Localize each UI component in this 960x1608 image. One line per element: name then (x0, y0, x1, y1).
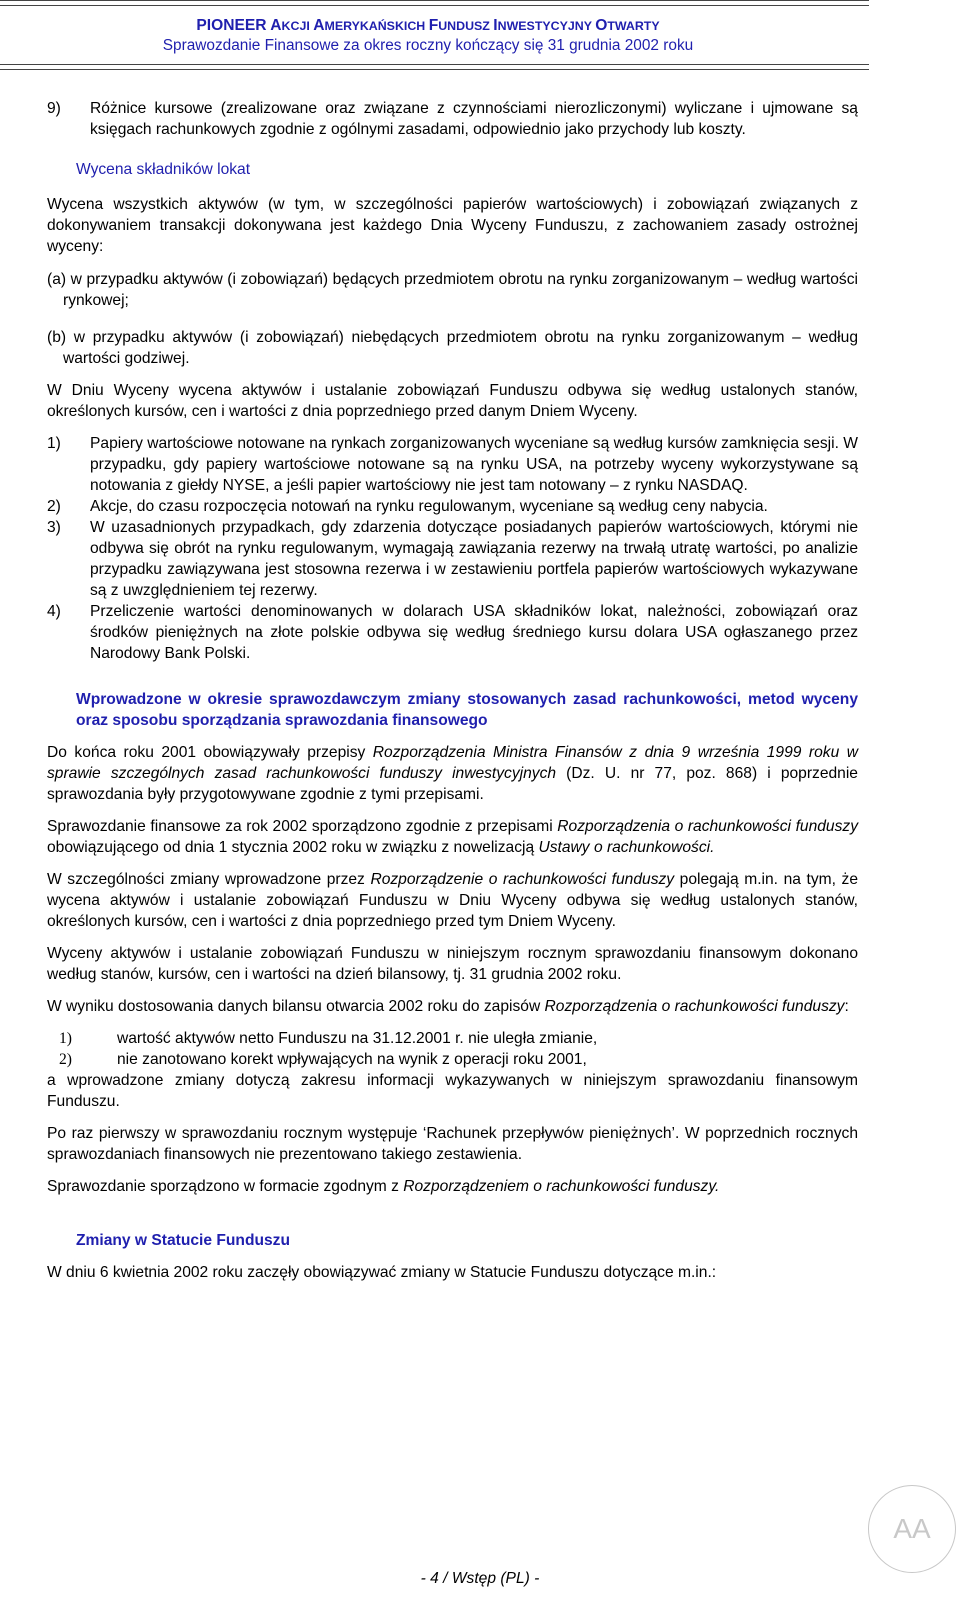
list-item: 4) Przeliczenie wartości denominowanych w dolarach USA składników lokat, należności, zobowiązań oraz środków pieniężnych na złote polskie odbywa się według średniego kursu dolara USA ogłaszanego przez Narodowy Bank Polski. (47, 602, 858, 662)
list-item: 1) wartość aktywów netto Funduszu na 31.12.2001 r. nie uległa zmianie, (59, 1029, 598, 1047)
policy-paragraph-4: Wyceny aktywów i ustalanie zobowiązań Funduszu w niniejszym rocznym sprawozdaniu finansowym dokonano według stanów, kursów, cen i wartości na dzień bilansowy, tj. 31 grudnia 2002 roku. (47, 944, 858, 983)
watermark-seal (868, 1485, 956, 1573)
heading-valuation: Wycena składników lokat (76, 161, 251, 178)
policy-paragraph-1: Do końca roku 2001 obowiązywały przepisy Rozporządzenia Ministra Finansów z dnia 9 września 1999 roku w sprawie szczególnych zasad rachunkowości funduszy inwestycyjnych (Dz. U. nr 77, poz. 868) i poprzednie sprawozdania były przygotowywane zgodnie z tymi przepisami. (47, 743, 858, 803)
item-9: 9) Różnice kursowe (zrealizowane oraz związane z czynnościami nierozliczonymi) wyliczane i ujmowane są księgach rachunkowych zgodnie z ogólnymi zasadami, odpowiednio jako przychody lub koszty. (47, 100, 858, 138)
heading-statute-changes: Zmiany w Statucie Funduszu (76, 1231, 291, 1249)
list-item: 1) Papiery wartościowe notowane na rynkach zorganizowanych wyceniane są według kursów zamknięcia sesji. W przypadku, gdy papiery wartościowe notowane są na rynku USA, na potrzeby wyceny wykorzystywane są notowania z giełdy NYSE, a jeśli papier wartościowy nie jest tam notowany – z rynku NASDAQ. (47, 434, 858, 494)
header-rule-top (0, 0, 869, 6)
statute-paragraph: W dniu 6 kwietnia 2002 roku zaczęły obowiązywać zmiany w Statucie Funduszu dotyczące m.in.: (47, 1263, 717, 1281)
heading-policy-changes: Wprowadzone w okresie sprawozdawczym zmiany stosowanych zasad rachunkowości, metod wyceny oraz sposobu sporządzania sprawozdania finansowego (76, 690, 858, 729)
policy-paragraph-2: Sprawozdanie finansowe za rok 2002 sporządzono zgodnie z przepisami Rozporządzenia o rachunkowości funduszy obowiązującego od dnia 1 stycznia 2002 roku w związku z nowelizacją Ustawy o rachunkowości. (47, 817, 858, 856)
seal-text: AA (893, 1513, 931, 1544)
opening-balance-list (47, 1028, 858, 1070)
policy-paragraph-5: W wyniku dostosowania danych bilansu otwarcia 2002 roku do zapisów Rozporządzenia o rachunkowości funduszy: (47, 997, 849, 1015)
page-footer: - 4 / Wstęp (PL) - (420, 1570, 540, 1587)
valuation-point-a: (a) w przypadku aktywów (i zobowiązań) będących przedmiotem obrotu na rynku zorganizowanym – według wartości rynkowej; (47, 271, 858, 309)
list-item: 2) Akcje, do czasu rozpoczęcia notowań na rynku regulowanym, wyceniane są według ceny nabycia. (47, 497, 768, 515)
document-body (47, 98, 858, 1283)
policy-paragraph-3: W szczególności zmiany wprowadzone przez Rozporządzenie o rachunkowości funduszy polegają m.in. na tym, że wycena aktywów i ustalanie zobowiązań Funduszu w Dniu Wyceny odbywa się według ustalonych stanów, określonych kursów, cen i wartości z dnia poprzedniego przed tym Dniem Wyceny. (47, 870, 859, 930)
valuation-list (47, 433, 858, 664)
page-header (140, 16, 716, 56)
valuation-intro: Wycena wszystkich aktywów (w tym, w szczególności papierów wartościowych) i zobowiązań związanych z dokonywaniem transakcji dokonywana jest każdego Dnia Wyceny Funduszu, z zachowaniem zasady ostrożnej wyceny: (47, 196, 858, 255)
report-subtitle: Sprawozdanie Finansowe za okres roczny kończący się 31 grudnia 2002 roku (162, 37, 694, 54)
valuation-day-paragraph: W Dniu Wyceny wycena aktywów i ustalanie zobowiązań Funduszu odbywa się według ustalonych stanów, określonych kursów, cen i wartości z dnia poprzedniego przed danym Dniem Wyceny. (47, 381, 858, 420)
header-rule-bottom (0, 64, 869, 70)
policy-paragraph-6: a wprowadzone zmiany dotyczą zakresu informacji wykazywanych w niniejszym sprawozdaniu finansowym Funduszu. (47, 1071, 858, 1110)
list-item: 3) W uzasadnionych przypadkach, gdy zdarzenia dotyczące posiadanych papierów wartościowych, którymi nie odbywa się obrót na rynku regulowanym, wymagają zawiązania rezerwy na trwałą utratę wartości, po analizie przypadku zawiązywana jest stosowna rezerwa i w zestawieniu portfela papierów wartościowych wykazywane są z uwzględnieniem tej rezerwy. (47, 518, 858, 599)
policy-paragraph-7: Po raz pierwszy w sprawozdaniu rocznym występuje ‘Rachunek przepływów pieniężnych’. W poprzednich rocznych sprawozdaniach finansowych nie prezentowano takiego zestawienia. (47, 1124, 858, 1163)
list-item: 2) nie zanotowano korekt wpływających na wynik z operacji roku 2001, (59, 1050, 587, 1068)
valuation-point-b: (b) w przypadku aktywów (i zobowiązań) niebędących przedmiotem obrotu na rynku zorganizowanym – według wartości godziwej. (47, 328, 858, 367)
fund-title: PIONEER AKCJI AMERYKAŃSKICH FUNDUSZ INWESTYCYJNY OTWARTY (196, 17, 660, 34)
policy-paragraph-8: Sprawozdanie sporządzono w formacie zgodnym z Rozporządzeniem o rachunkowości funduszy. (47, 1177, 720, 1195)
